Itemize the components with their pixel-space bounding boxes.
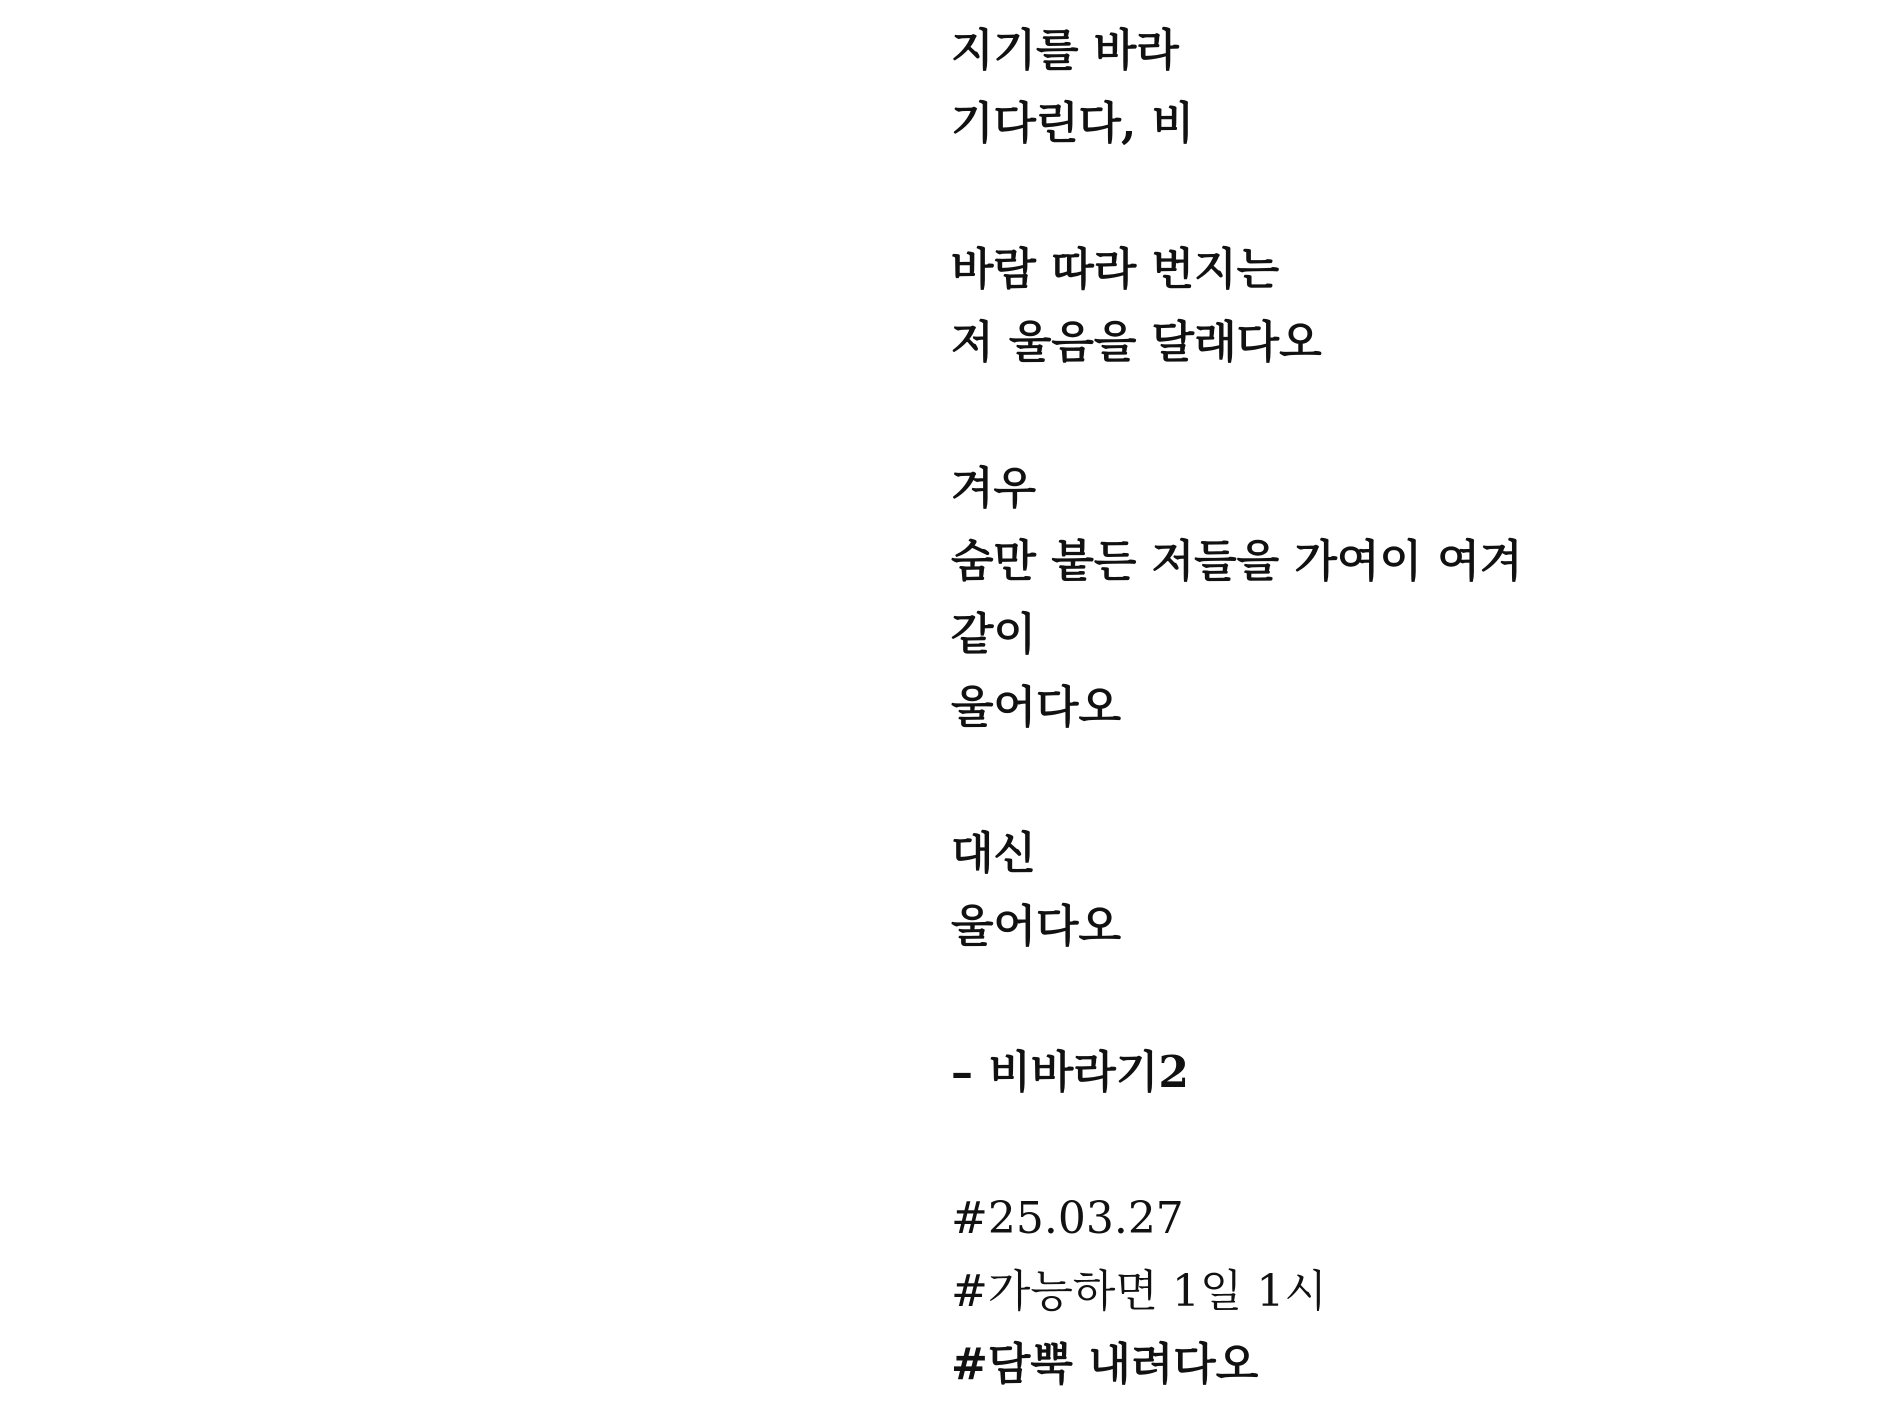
stanza-break <box>951 744 1522 817</box>
poem-line: 울어다오 <box>951 682 1122 733</box>
poem-line: 바람 따라 번지는 <box>951 244 1280 295</box>
poem-line: 울어다오 <box>951 901 1122 952</box>
poem-line: 지기를 바라 <box>951 25 1179 76</box>
date-tag: #25.03.27 <box>951 1193 1184 1244</box>
poem-line: 겨우 <box>951 463 1037 514</box>
stanza-break <box>951 963 1522 1036</box>
hashtag: #가능하면 1일 1시 <box>951 1266 1327 1317</box>
poem-text-block <box>951 14 1522 1401</box>
poem-line: 저 울음을 달래다오 <box>951 317 1322 368</box>
poem-signature: – 비바라기2 <box>951 1047 1189 1098</box>
poem-line: 숨만 붙든 저들을 가여이 여겨 <box>951 536 1523 587</box>
poem-line: 같이 <box>951 609 1037 660</box>
stanza-break <box>951 379 1522 452</box>
hashtag: #담뿍 내려다오 <box>951 1339 1259 1390</box>
stanza-break <box>951 1109 1522 1182</box>
stanza-break <box>951 160 1522 233</box>
poem-line: 대신 <box>951 828 1037 879</box>
poem-line: 기다린다, 비 <box>951 98 1195 149</box>
